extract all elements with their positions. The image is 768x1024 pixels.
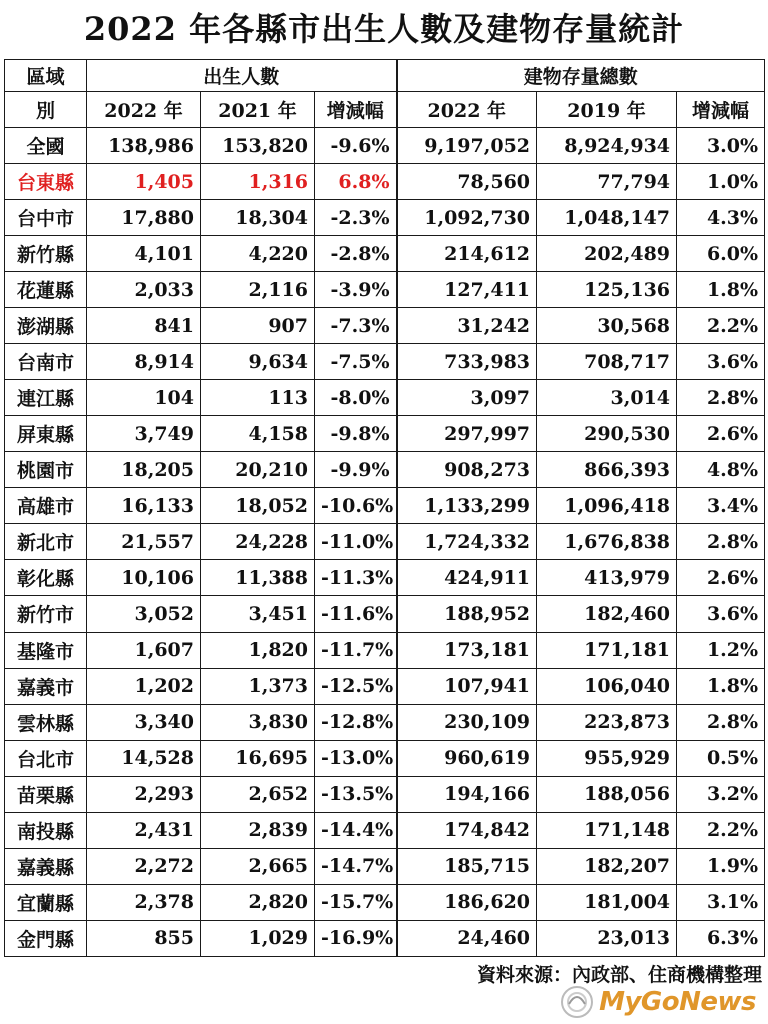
births-2021-cell: 3,830 xyxy=(201,704,315,740)
table-row xyxy=(5,416,765,452)
births-2022-cell: 2,293 xyxy=(87,776,201,812)
births-2022-cell: 16,133 xyxy=(87,488,201,524)
stock-change-cell: 3.6% xyxy=(677,596,765,632)
table-row xyxy=(5,524,765,560)
stock-change-cell: 1.8% xyxy=(677,272,765,308)
region-cell: 全國 xyxy=(5,128,87,164)
births-change-cell: 6.8% xyxy=(315,164,397,200)
region-cell: 花蓮縣 xyxy=(5,272,87,308)
stock-2022-cell: 960,619 xyxy=(397,740,537,776)
stock-2022-cell: 31,242 xyxy=(397,308,537,344)
source-note: 資料來源：內政部、住商機構整理 xyxy=(476,964,762,986)
births-2022-cell: 21,557 xyxy=(87,524,201,560)
stock-2022-cell: 173,181 xyxy=(397,632,537,668)
stock-2022-cell: 733,983 xyxy=(397,344,537,380)
region-cell: 嘉義縣 xyxy=(5,848,87,884)
stock-2019-cell: 1,048,147 xyxy=(537,200,677,236)
stock-2022-cell: 9,197,052 xyxy=(397,128,537,164)
births-2022-cell: 1,607 xyxy=(87,632,201,668)
region-cell: 澎湖縣 xyxy=(5,308,87,344)
stock-2019-cell: 188,056 xyxy=(537,776,677,812)
births-2022-cell: 841 xyxy=(87,308,201,344)
region-cell: 苗栗縣 xyxy=(5,776,87,812)
births-2021-cell: 3,451 xyxy=(201,596,315,632)
table-row xyxy=(5,884,765,920)
stock-change-cell: 3.6% xyxy=(677,344,765,380)
stock-2019-cell: 23,013 xyxy=(537,920,677,956)
region-cell: 桃園市 xyxy=(5,452,87,488)
stock-change-cell: 4.8% xyxy=(677,452,765,488)
region-cell: 南投縣 xyxy=(5,812,87,848)
births-2022-cell: 2,431 xyxy=(87,812,201,848)
stock-change-cell: 2.6% xyxy=(677,560,765,596)
births-2021-cell: 2,116 xyxy=(201,272,315,308)
stock-change-cell: 3.2% xyxy=(677,776,765,812)
births-2021-cell: 20,210 xyxy=(201,452,315,488)
births-2021-cell: 16,695 xyxy=(201,740,315,776)
stock-2019-cell: 8,924,934 xyxy=(537,128,677,164)
stock-change-cell: 0.5% xyxy=(677,740,765,776)
stock-2022-cell: 174,842 xyxy=(397,812,537,848)
header-region-top: 區域 xyxy=(5,60,87,92)
table-row xyxy=(5,632,765,668)
page-title: 2022 年各縣市出生人數及建物存量統計 xyxy=(83,10,685,48)
stock-2022-cell: 78,560 xyxy=(397,164,537,200)
header-row-columns xyxy=(5,92,765,128)
births-2021-cell: 2,820 xyxy=(201,884,315,920)
table-row xyxy=(5,128,765,164)
stock-2022-cell: 1,133,299 xyxy=(397,488,537,524)
stock-2022-cell: 1,092,730 xyxy=(397,200,537,236)
births-2022-cell: 3,749 xyxy=(87,416,201,452)
births-change-cell: -9.8% xyxy=(315,416,397,452)
births-2021-cell: 907 xyxy=(201,308,315,344)
births-2022-cell: 104 xyxy=(87,380,201,416)
logo-text: MyGoNews xyxy=(599,987,756,1017)
stock-change-cell: 1.8% xyxy=(677,668,765,704)
stock-2022-cell: 424,911 xyxy=(397,560,537,596)
births-change-cell: -8.0% xyxy=(315,380,397,416)
stock-2022-cell: 188,952 xyxy=(397,596,537,632)
births-change-cell: -10.6% xyxy=(315,488,397,524)
stock-2019-cell: 866,393 xyxy=(537,452,677,488)
births-2022-cell: 1,202 xyxy=(87,668,201,704)
table-row xyxy=(5,920,765,956)
stock-2022-cell: 107,941 xyxy=(397,668,537,704)
births-2022-cell: 2,378 xyxy=(87,884,201,920)
stock-2022-cell: 908,273 xyxy=(397,452,537,488)
stock-2022-cell: 185,715 xyxy=(397,848,537,884)
table-row xyxy=(5,344,765,380)
table-row xyxy=(5,596,765,632)
births-change-cell: -3.9% xyxy=(315,272,397,308)
births-change-cell: -11.0% xyxy=(315,524,397,560)
stock-2019-cell: 290,530 xyxy=(537,416,677,452)
births-2021-cell: 2,839 xyxy=(201,812,315,848)
stock-change-cell: 3.0% xyxy=(677,128,765,164)
stock-2022-cell: 24,460 xyxy=(397,920,537,956)
logo xyxy=(559,984,756,1020)
stock-change-cell: 6.0% xyxy=(677,236,765,272)
births-change-cell: -9.6% xyxy=(315,128,397,164)
table-row xyxy=(5,776,765,812)
births-change-cell: -11.7% xyxy=(315,632,397,668)
stock-2022-cell: 3,097 xyxy=(397,380,537,416)
table-row xyxy=(5,272,765,308)
stock-2019-cell: 955,929 xyxy=(537,740,677,776)
stock-2022-cell: 230,109 xyxy=(397,704,537,740)
stock-change-cell: 1.9% xyxy=(677,848,765,884)
table-row xyxy=(5,236,765,272)
stock-change-cell: 2.8% xyxy=(677,704,765,740)
header-row-groups xyxy=(5,60,765,92)
table-row xyxy=(5,812,765,848)
region-cell: 新北市 xyxy=(5,524,87,560)
region-cell: 台東縣 xyxy=(5,164,87,200)
region-cell: 新竹市 xyxy=(5,596,87,632)
births-2021-cell: 4,158 xyxy=(201,416,315,452)
births-2022-cell: 8,914 xyxy=(87,344,201,380)
stock-2019-cell: 30,568 xyxy=(537,308,677,344)
stock-2022-cell: 297,997 xyxy=(397,416,537,452)
header-stock-group: 建物存量總數 xyxy=(397,60,765,92)
births-change-cell: -15.7% xyxy=(315,884,397,920)
births-change-cell: -7.3% xyxy=(315,308,397,344)
stock-2019-cell: 182,207 xyxy=(537,848,677,884)
stock-change-cell: 3.4% xyxy=(677,488,765,524)
stock-change-cell: 1.2% xyxy=(677,632,765,668)
header-births-change: 增減幅 xyxy=(315,92,397,128)
table-row xyxy=(5,380,765,416)
births-change-cell: -14.4% xyxy=(315,812,397,848)
stock-2019-cell: 171,181 xyxy=(537,632,677,668)
region-cell: 新竹縣 xyxy=(5,236,87,272)
mygonews-logo-icon xyxy=(559,984,595,1020)
births-2022-cell: 2,033 xyxy=(87,272,201,308)
stock-change-cell: 1.0% xyxy=(677,164,765,200)
stock-2022-cell: 214,612 xyxy=(397,236,537,272)
births-change-cell: -9.9% xyxy=(315,452,397,488)
stock-2019-cell: 77,794 xyxy=(537,164,677,200)
stock-2019-cell: 181,004 xyxy=(537,884,677,920)
header-births-2021: 2021 年 xyxy=(201,92,315,128)
region-cell: 宜蘭縣 xyxy=(5,884,87,920)
region-cell: 連江縣 xyxy=(5,380,87,416)
stock-2019-cell: 1,096,418 xyxy=(537,488,677,524)
births-2021-cell: 24,228 xyxy=(201,524,315,560)
stock-2022-cell: 1,724,332 xyxy=(397,524,537,560)
births-change-cell: -2.3% xyxy=(315,200,397,236)
births-2022-cell: 4,101 xyxy=(87,236,201,272)
region-cell: 基隆市 xyxy=(5,632,87,668)
stock-2019-cell: 1,676,838 xyxy=(537,524,677,560)
births-change-cell: -14.7% xyxy=(315,848,397,884)
region-cell: 高雄市 xyxy=(5,488,87,524)
births-2022-cell: 14,528 xyxy=(87,740,201,776)
births-2021-cell: 11,388 xyxy=(201,560,315,596)
stock-change-cell: 2.8% xyxy=(677,524,765,560)
header-births-group: 出生人數 xyxy=(87,60,397,92)
births-2022-cell: 3,052 xyxy=(87,596,201,632)
births-2021-cell: 153,820 xyxy=(201,128,315,164)
births-change-cell: -13.0% xyxy=(315,740,397,776)
header-region-bottom: 別 xyxy=(5,92,87,128)
stock-2019-cell: 125,136 xyxy=(537,272,677,308)
stock-change-cell: 2.2% xyxy=(677,308,765,344)
births-2022-cell: 10,106 xyxy=(87,560,201,596)
stock-2019-cell: 708,717 xyxy=(537,344,677,380)
region-cell: 彰化縣 xyxy=(5,560,87,596)
region-cell: 雲林縣 xyxy=(5,704,87,740)
births-2022-cell: 2,272 xyxy=(87,848,201,884)
births-2021-cell: 18,304 xyxy=(201,200,315,236)
table-row xyxy=(5,164,765,200)
stock-change-cell: 2.6% xyxy=(677,416,765,452)
header-births-2022: 2022 年 xyxy=(87,92,201,128)
births-2021-cell: 2,652 xyxy=(201,776,315,812)
stock-2022-cell: 194,166 xyxy=(397,776,537,812)
births-2021-cell: 1,316 xyxy=(201,164,315,200)
table-row xyxy=(5,848,765,884)
births-change-cell: -11.6% xyxy=(315,596,397,632)
table-row xyxy=(5,560,765,596)
region-cell: 嘉義市 xyxy=(5,668,87,704)
table-row xyxy=(5,488,765,524)
stock-change-cell: 2.2% xyxy=(677,812,765,848)
region-cell: 金門縣 xyxy=(5,920,87,956)
births-2021-cell: 2,665 xyxy=(201,848,315,884)
stock-2019-cell: 106,040 xyxy=(537,668,677,704)
table-row xyxy=(5,668,765,704)
births-2021-cell: 1,820 xyxy=(201,632,315,668)
table-row xyxy=(5,200,765,236)
stock-2019-cell: 3,014 xyxy=(537,380,677,416)
births-change-cell: -12.8% xyxy=(315,704,397,740)
stock-change-cell: 6.3% xyxy=(677,920,765,956)
statistics-table xyxy=(4,59,765,957)
header-stock-change: 增減幅 xyxy=(677,92,765,128)
births-2021-cell: 1,373 xyxy=(201,668,315,704)
stock-change-cell: 3.1% xyxy=(677,884,765,920)
region-cell: 台南市 xyxy=(5,344,87,380)
stock-change-cell: 2.8% xyxy=(677,380,765,416)
births-2022-cell: 3,340 xyxy=(87,704,201,740)
stock-change-cell: 4.3% xyxy=(677,200,765,236)
births-change-cell: -13.5% xyxy=(315,776,397,812)
births-2022-cell: 18,205 xyxy=(87,452,201,488)
births-change-cell: -7.5% xyxy=(315,344,397,380)
births-2022-cell: 1,405 xyxy=(87,164,201,200)
births-2021-cell: 4,220 xyxy=(201,236,315,272)
header-stock-2019: 2019 年 xyxy=(537,92,677,128)
stock-2019-cell: 202,489 xyxy=(537,236,677,272)
births-2021-cell: 9,634 xyxy=(201,344,315,380)
births-change-cell: -16.9% xyxy=(315,920,397,956)
stock-2019-cell: 171,148 xyxy=(537,812,677,848)
table-row xyxy=(5,452,765,488)
region-cell: 台中市 xyxy=(5,200,87,236)
table-row xyxy=(5,740,765,776)
region-cell: 屏東縣 xyxy=(5,416,87,452)
births-2021-cell: 113 xyxy=(201,380,315,416)
stock-2022-cell: 186,620 xyxy=(397,884,537,920)
header-stock-2022: 2022 年 xyxy=(397,92,537,128)
births-change-cell: -12.5% xyxy=(315,668,397,704)
births-change-cell: -11.3% xyxy=(315,560,397,596)
table-row xyxy=(5,308,765,344)
stock-2019-cell: 413,979 xyxy=(537,560,677,596)
region-cell: 台北市 xyxy=(5,740,87,776)
stock-2019-cell: 223,873 xyxy=(537,704,677,740)
births-2022-cell: 17,880 xyxy=(87,200,201,236)
births-2021-cell: 1,029 xyxy=(201,920,315,956)
stock-2019-cell: 182,460 xyxy=(537,596,677,632)
table-row xyxy=(5,704,765,740)
births-2022-cell: 138,986 xyxy=(87,128,201,164)
births-2022-cell: 855 xyxy=(87,920,201,956)
stock-2022-cell: 127,411 xyxy=(397,272,537,308)
births-change-cell: -2.8% xyxy=(315,236,397,272)
births-2021-cell: 18,052 xyxy=(201,488,315,524)
